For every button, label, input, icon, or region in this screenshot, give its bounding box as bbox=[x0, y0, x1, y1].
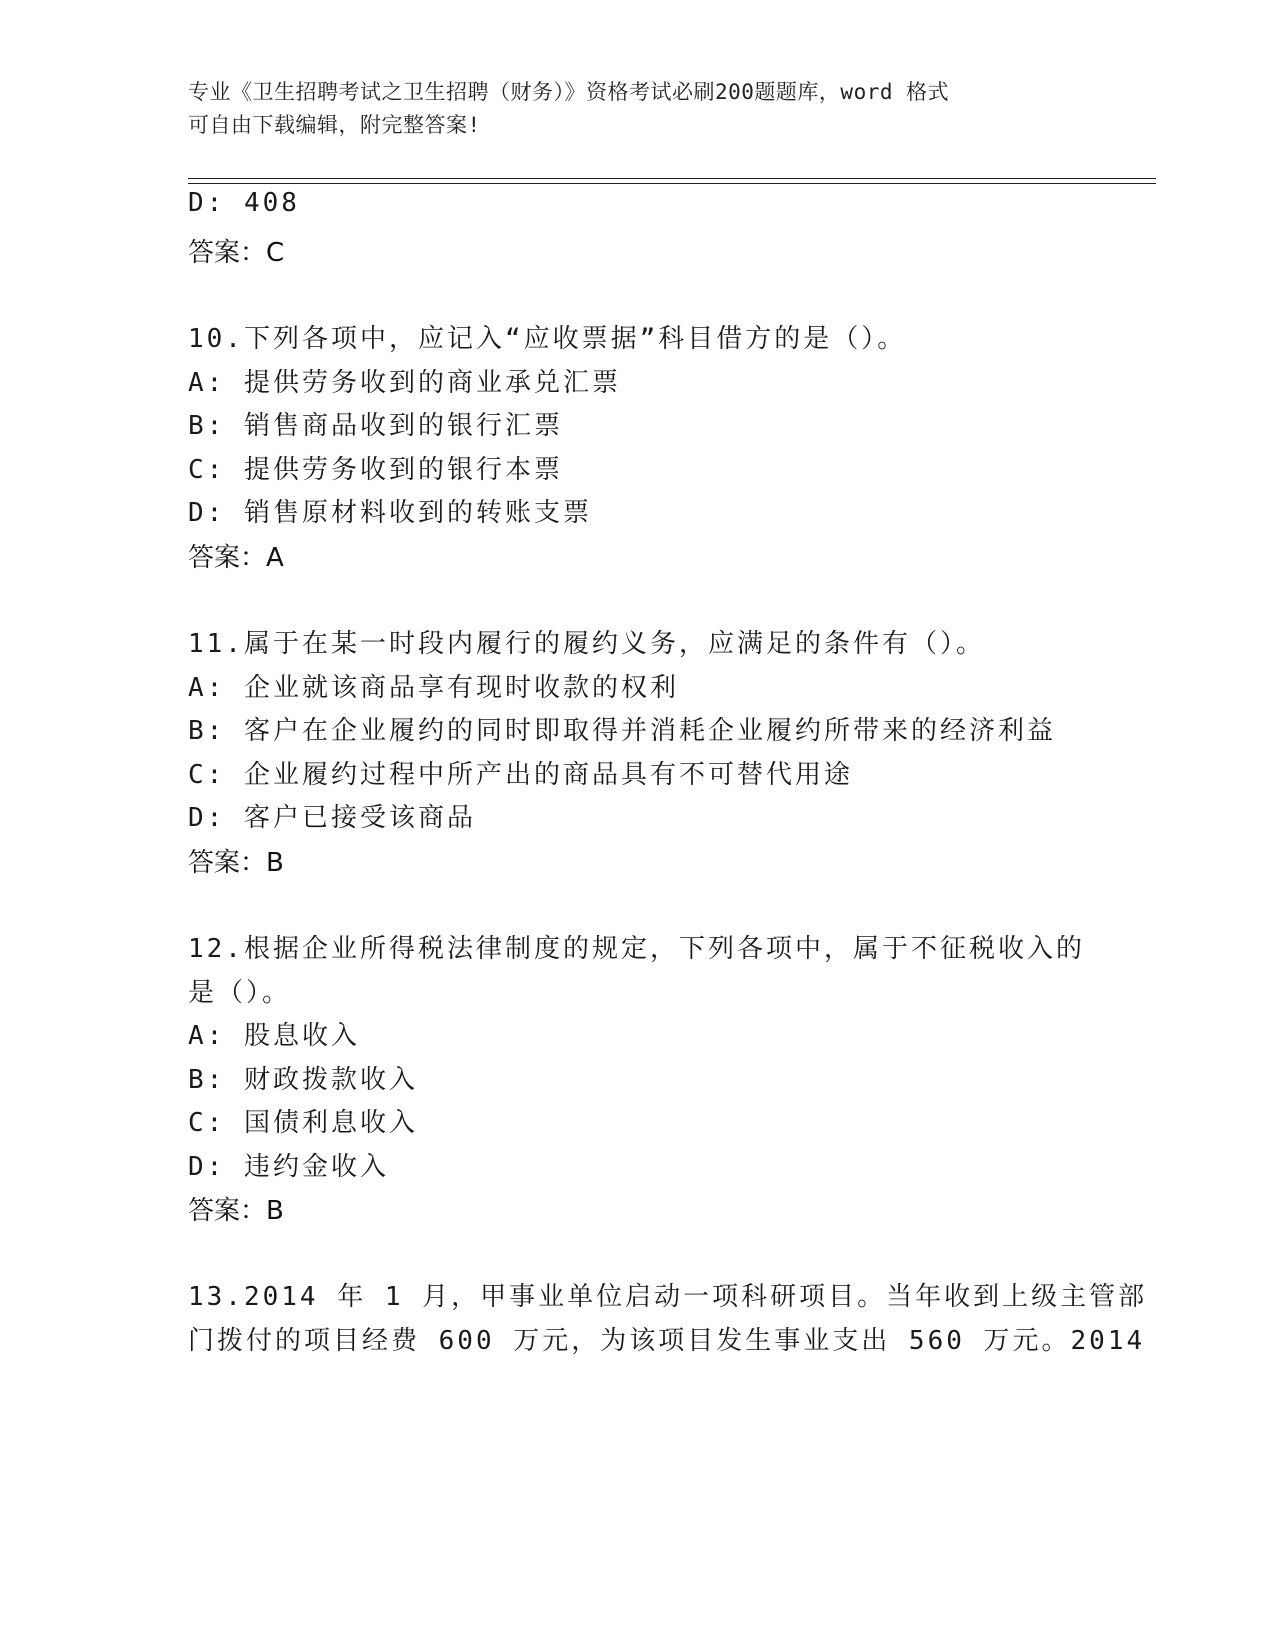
document-header bbox=[188, 76, 1088, 142]
prev-answer: 答案：C bbox=[188, 238, 285, 268]
question-11-option-d: D: 客户已接受该商品 bbox=[188, 803, 476, 833]
question-11-stem: 11.属于在某一时段内履行的履约义务，应满足的条件有（）。 bbox=[188, 629, 985, 659]
question-12-option-c: C: 国债利息收入 bbox=[188, 1108, 418, 1138]
question-12-option-b: B: 财政拨款收入 bbox=[188, 1065, 418, 1095]
question-10-option-c: C: 提供劳务收到的银行本票 bbox=[188, 455, 563, 485]
question-12-option-a: A: 股息收入 bbox=[188, 1021, 360, 1051]
question-10-option-d: D: 销售原材料收到的转账支票 bbox=[188, 498, 592, 528]
question-12-stem-line-2: 是（）。 bbox=[188, 978, 292, 1008]
header-title-line-2: 可自由下载编辑，附完整答案! bbox=[188, 113, 481, 137]
prev-option-d: D: 408 bbox=[188, 188, 300, 218]
question-10-answer: 答案：A bbox=[188, 543, 284, 573]
question-11-option-b: B: 客户在企业履约的同时即取得并消耗企业履约所带来的经济利益 bbox=[188, 716, 1056, 746]
question-12-option-d: D: 违约金收入 bbox=[188, 1152, 389, 1182]
question-11-option-c: C: 企业履约过程中所产出的商品具有不可替代用途 bbox=[188, 760, 853, 790]
question-11-answer: 答案：B bbox=[188, 848, 284, 878]
question-10-option-a: A: 提供劳务收到的商业承兑汇票 bbox=[188, 368, 621, 398]
question-11-option-a: A: 企业就该商品享有现时收款的权利 bbox=[188, 673, 679, 703]
header-divider-top bbox=[188, 178, 1156, 179]
question-13-stem-line-2: 门拨付的项目经费 600 万元，为该项目发生事业支出 560 万元。2014 bbox=[188, 1326, 1146, 1356]
question-13-stem-line-1: 13.2014 年 1 月，甲事业单位启动一项科研项目。当年收到上级主管部 bbox=[188, 1282, 1148, 1312]
header-divider-bottom bbox=[188, 183, 1156, 184]
question-10-option-b: B: 销售商品收到的银行汇票 bbox=[188, 411, 563, 441]
question-12-stem-line-1: 12.根据企业所得税法律制度的规定，下列各项中，属于不征税收入的 bbox=[188, 934, 1085, 964]
question-10-stem: 10.下列各项中，应记入“应收票据”科目借方的是（）。 bbox=[188, 324, 907, 354]
question-12-answer: 答案：B bbox=[188, 1196, 284, 1226]
header-title-line-1: 专业《卫生招聘考试之卫生招聘（财务）》资格考试必刷200题题库，word 格式 bbox=[188, 80, 950, 104]
